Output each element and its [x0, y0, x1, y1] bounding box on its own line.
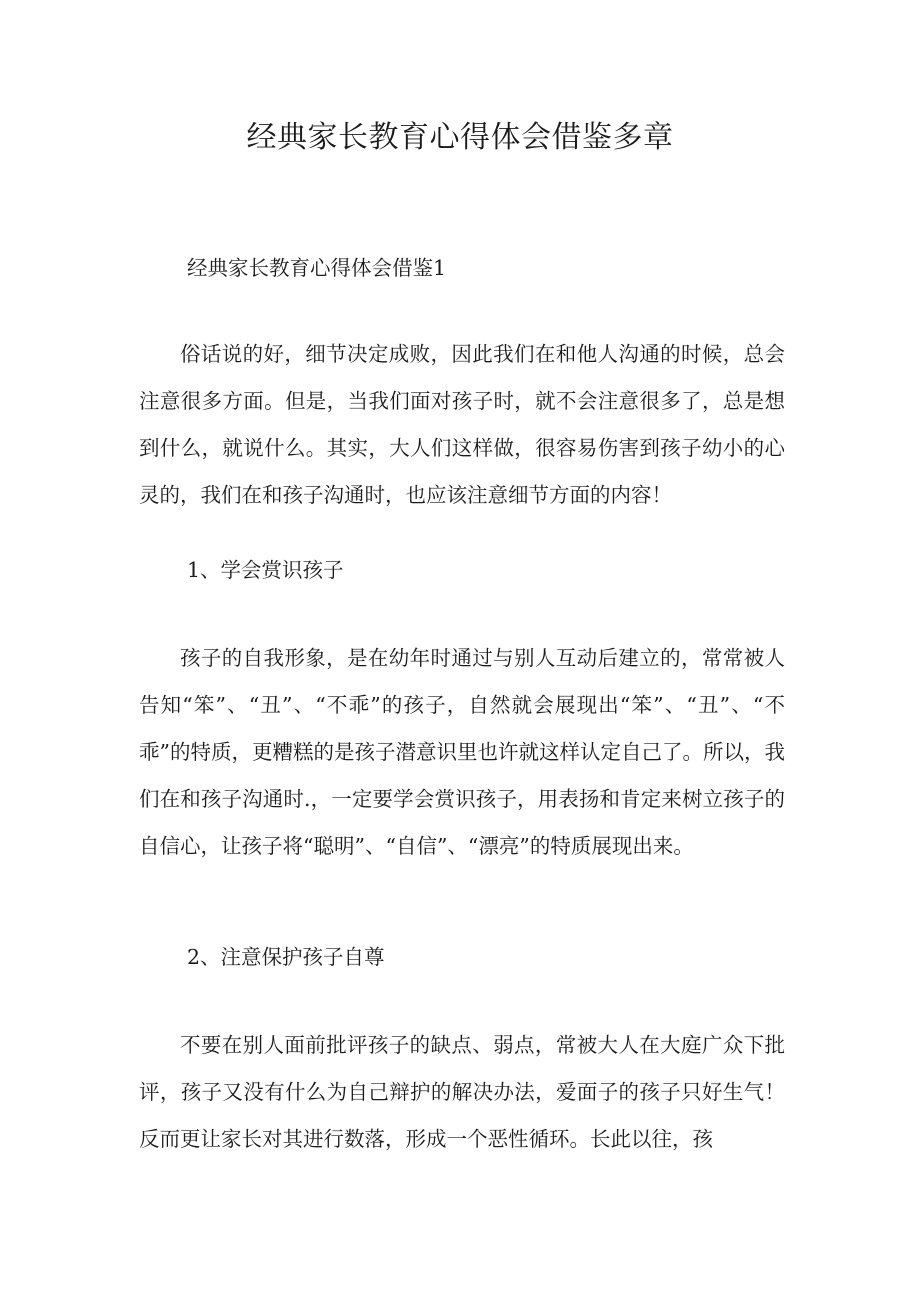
- document-title: 经典家长教育心得体会借鉴多章: [246, 120, 674, 155]
- section-title: 经典家长教育心得体会借鉴1: [187, 256, 447, 280]
- point-1-heading: 1、学会赏识孩子: [187, 558, 344, 582]
- point-2-paragraph: 不要在别人面前批评孩子的缺点、弱点，常被大人在大庭广众下批评，孩子又没有什么为自己辩护的解决办法，爱面子的孩子只好生气！反而更让家长对其进行数落，形成一个恶性循环。长此以往，孩: [139, 1033, 785, 1151]
- intro-paragraph: 俗话说的好，细节决定成败，因此我们在和他人沟通的时候，总会注意很多方面。但是，当我们面对孩子时，就不会注意很多了，总是想到什么，就说什么。其实，大人们这样做，很容易伤害到孩子幼小的心灵的，我们在和孩子沟通时，也应该注意细节方面的内容！: [139, 342, 785, 507]
- point-1-paragraph: 孩子的自我形象，是在幼年时通过与别人互动后建立的，常常被人告知“笨”、“丑”、“不乖”的孩子，自然就会展现出“笨”、“丑”、“不乖”的特质，更糟糕的是孩子潜意识里也许就这样认定自己了。所以，我们在和孩子沟通时.，一定要学会赏识孩子，用表扬和肯定来树立孩子的自信心，让孩子将“聪明”、“自信”、“漂亮”的特质展现出来。: [139, 646, 785, 858]
- point-2-heading: 2、注意保护孩子自尊: [187, 945, 385, 969]
